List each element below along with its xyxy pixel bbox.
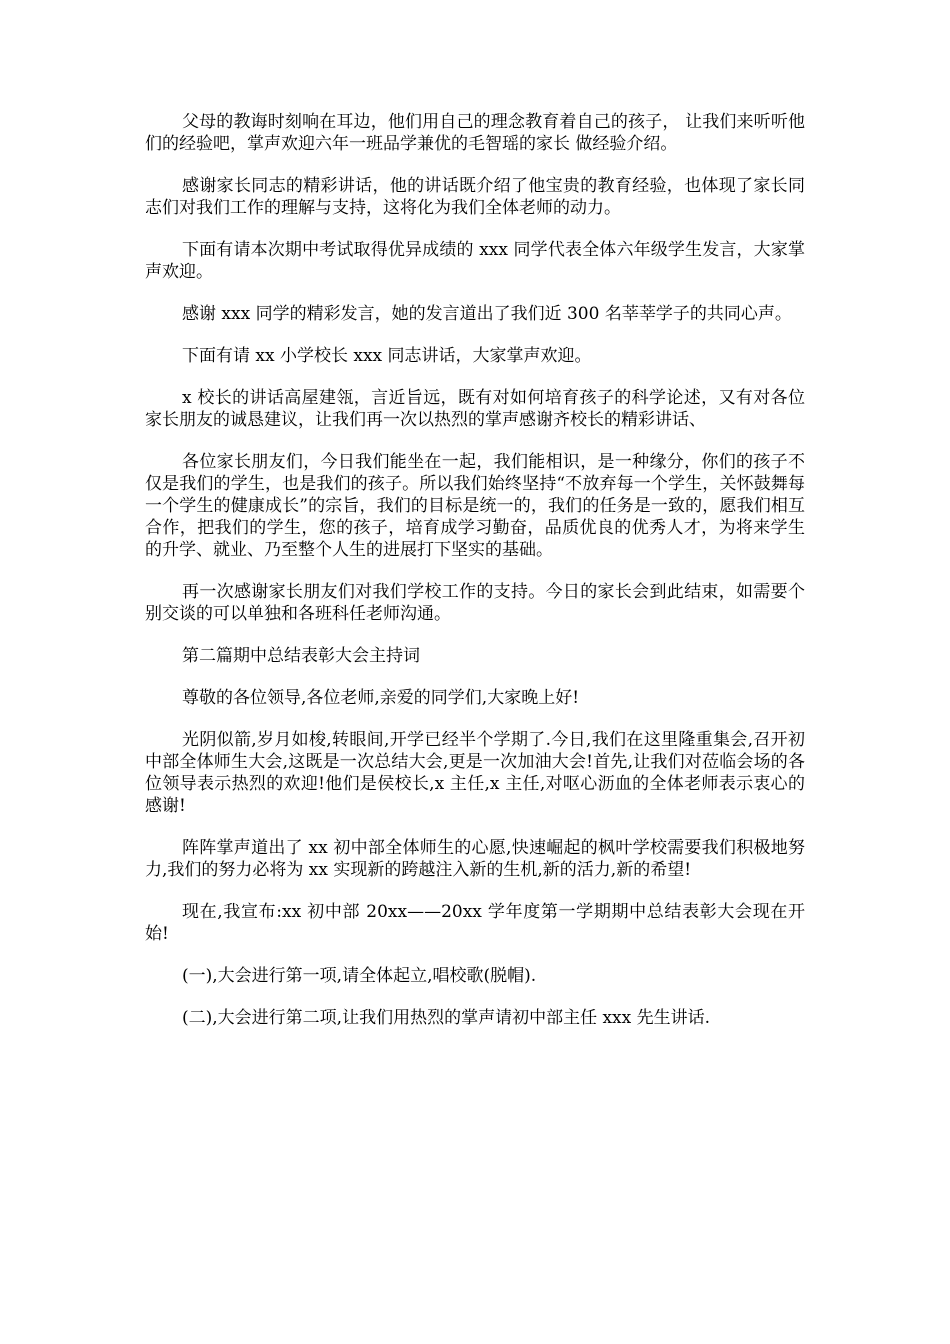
paragraph: 各位家长朋友们，今日我们能坐在一起，我们能相识，是一种缘分，你们的孩子不仅是我们的学生，也是我们的孩子。所以我们始终坚持“不放弃每一个学生，关怀鼓舞每一个学生的健康成长”的宗旨，我们的目标是统一的，我们的任务是一致的，愿我们相互合作，把我们的学生，您的孩子，培育成学习勤奋，品质优良的优秀人才，为将来学生的升学、就业、乃至整个人生的进展打下坚实的基础。 <box>145 452 805 560</box>
agenda-item: (二),大会进行第二项,让我们用热烈的掌声请初中部主任 xxx 先生讲话. <box>182 1008 711 1028</box>
paragraph: 光阴似箭,岁月如梭,转眼间,开学已经半个学期了.今日,我们在这里隆重集会,召开初中部全体师生大会,这既是一次总结大会,更是一次加油大会!首先,让我们对莅临会场的各位领导表示热烈的欢迎!他们是侯校长,x 主任,x 主任,对呕心沥血的全体老师表示衷心的感谢! <box>145 730 805 816</box>
greeting: 尊敬的各位领导,各位老师,亲爱的同学们,大家晚上好! <box>182 688 580 708</box>
paragraph: 阵阵掌声道出了 xx 初中部全体师生的心愿,快速崛起的枫叶学校需要我们积极地努力,我们的努力必将为 xx 实现新的跨越注入新的生机,新的活力,新的希望! <box>145 838 805 880</box>
paragraph: 感谢家长同志的精彩讲话，他的讲话既介绍了他宝贵的教育经验，也体现了家长同志们对我们工作的理解与支持，这将化为我们全体老师的动力。 <box>145 176 805 218</box>
section-title: 第二篇期中总结表彰大会主持词 <box>182 646 420 666</box>
document-body <box>145 111 805 1049</box>
paragraph: x 校长的讲话高屋建瓴，言近旨远，既有对如何培育孩子的科学论述，又有对各位家长朋友的诚恳建议，让我们再一次以热烈的掌声感谢齐校长的精彩讲话、 <box>145 388 805 430</box>
paragraph: 感谢 xxx 同学的精彩发言，她的发言道出了我们近 300 名莘莘学子的共同心声。 <box>182 304 792 324</box>
paragraph: 下面有请本次期中考试取得优异成绩的 xxx 同学代表全体六年级学生发言，大家掌声欢迎。 <box>145 240 805 282</box>
paragraph: 下面有请 xx 小学校长 xxx 同志讲话，大家掌声欢迎。 <box>182 346 592 366</box>
paragraph: 父母的教诲时刻响在耳边，他们用自己的理念教育着自己的孩子， 让我们来听听他们的经验吧，掌声欢迎六年一班品学兼优的毛智瑶的家长 做经验介绍。 <box>145 112 805 154</box>
agenda-item: (一),大会进行第一项,请全体起立,唱校歌(脱帽). <box>182 966 537 986</box>
paragraph: 再一次感谢家长朋友们对我们学校工作的支持。今日的家长会到此结束，如需要个别交谈的可以单独和各班科任老师沟通。 <box>145 582 805 624</box>
paragraph: 现在,我宣布:xx 初中部 20xx——20xx 学年度第一学期期中总结表彰大会现在开始! <box>145 902 805 944</box>
